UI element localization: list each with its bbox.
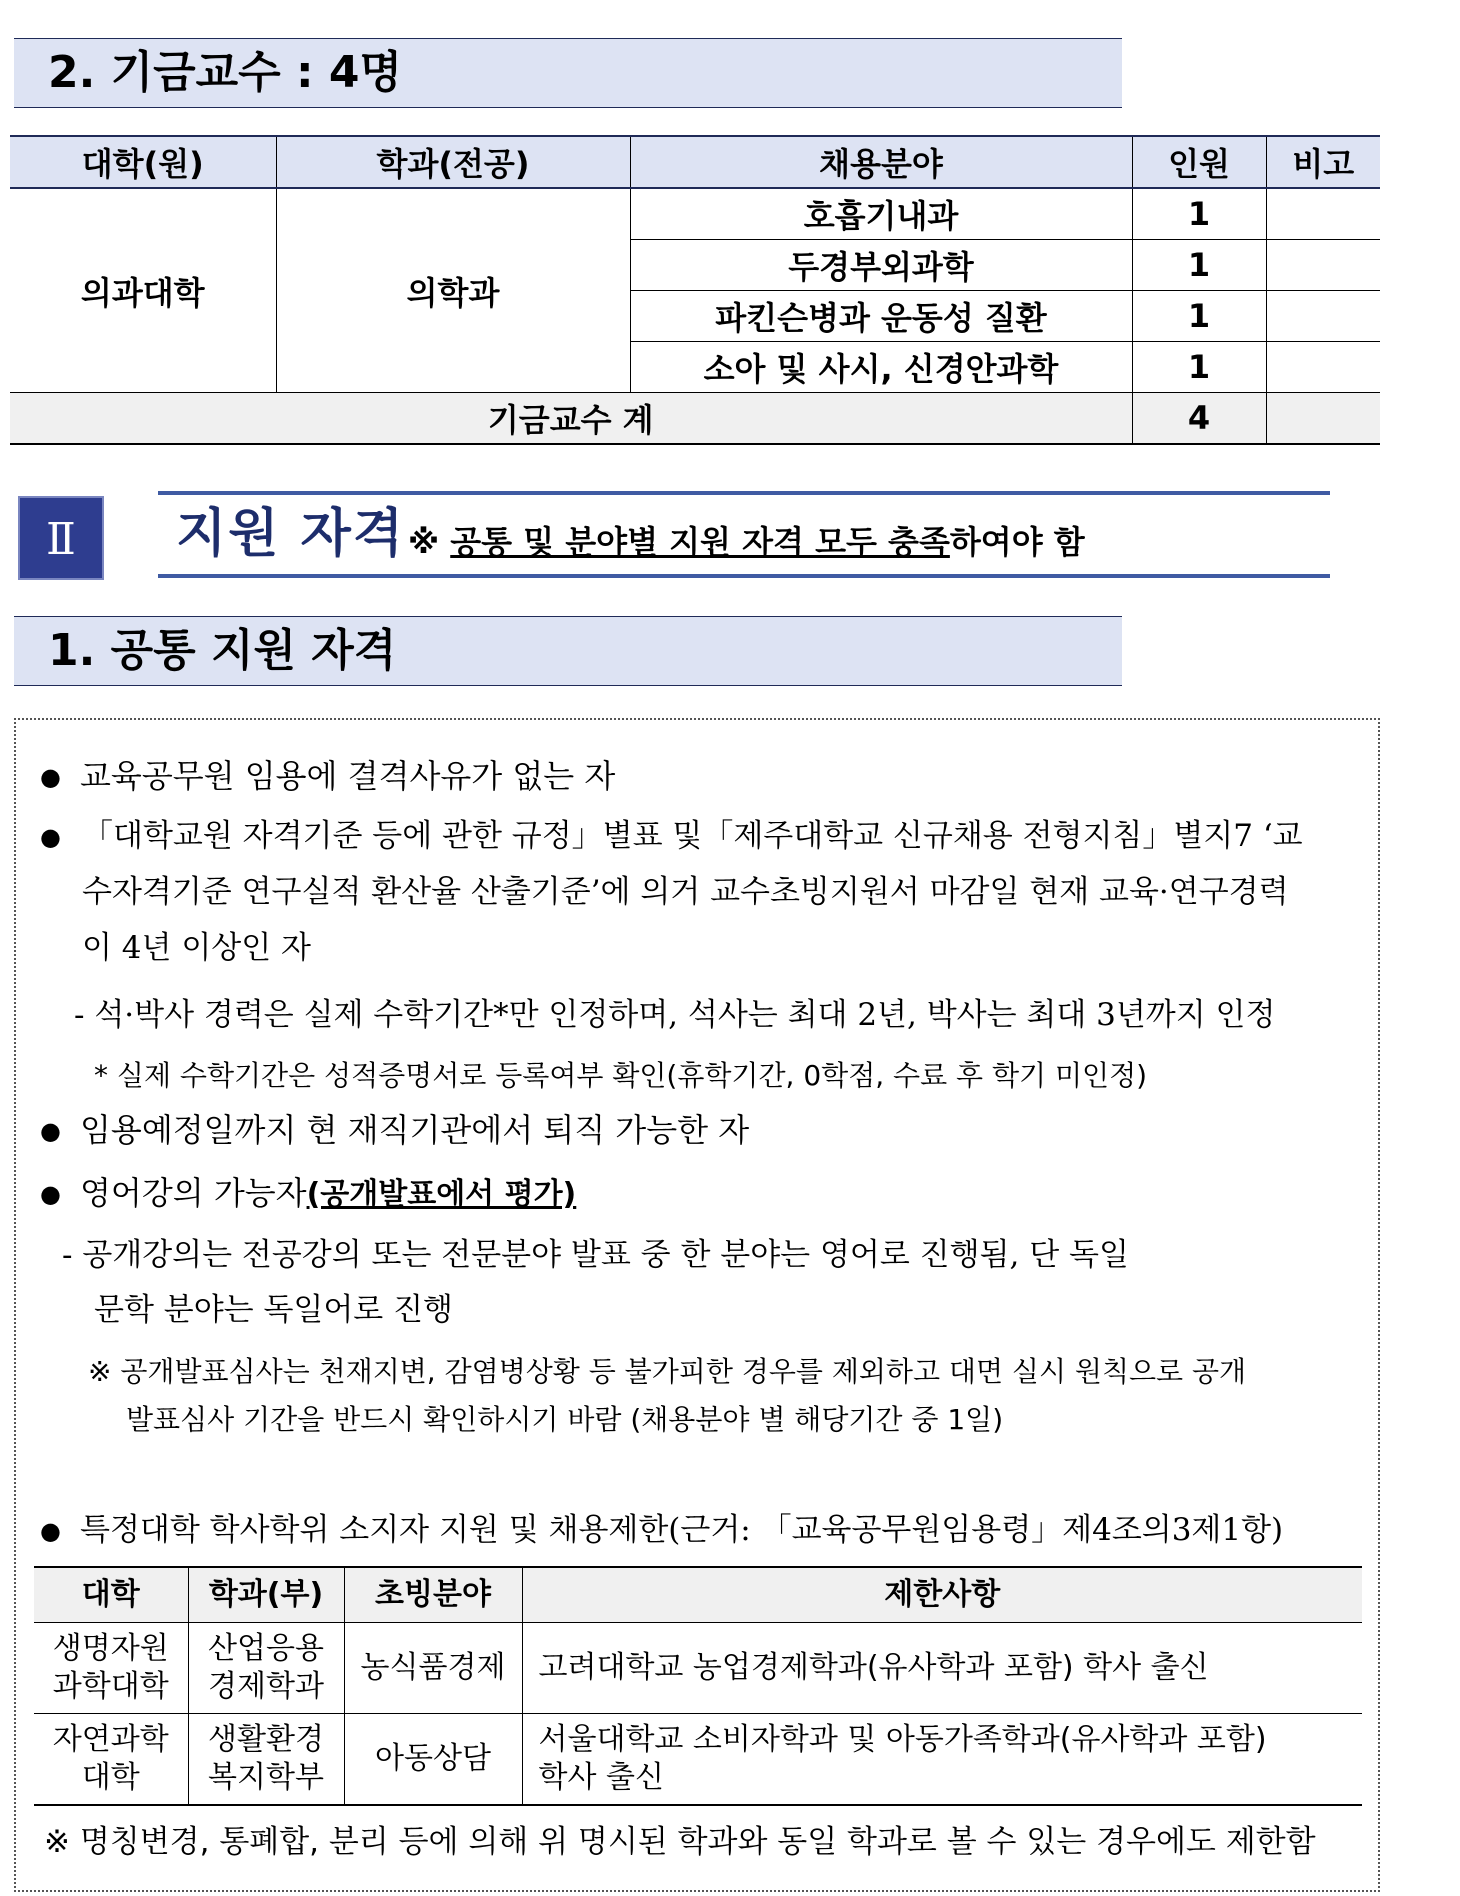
cell-line: 고려대학교 농업경제학과(유사학과 포함) 학사 출신 bbox=[538, 1650, 1209, 1685]
qualification-sub-item: - 석·박사 경력은 실제 수학기간*만 인정하며, 석사는 최대 2년, 박사는 최대 3년까지 인정 bbox=[74, 997, 1276, 1033]
college-cell bbox=[34, 1714, 188, 1806]
section-bottom-rule bbox=[158, 574, 1330, 578]
remarks-cell bbox=[1266, 342, 1380, 393]
cell-line: 경제학과 bbox=[208, 1669, 324, 1704]
total-remarks bbox=[1266, 393, 1380, 445]
qualification-note: * 실제 수학기간은 성적증명서로 등록여부 확인(휴학기간, 0학점, 수료 후 학기 미인정) bbox=[94, 1059, 1148, 1092]
restriction-cell bbox=[522, 1714, 1362, 1806]
field-cell: 농식품경제 bbox=[344, 1623, 522, 1714]
total-row bbox=[10, 393, 1380, 445]
header-department: 학과(부) bbox=[188, 1567, 344, 1623]
header-field: 초빙분야 bbox=[344, 1567, 522, 1623]
field-cell: 아동상담 bbox=[344, 1714, 522, 1806]
bullet-icon: ● bbox=[40, 1117, 61, 1145]
section-header-common-qualifications bbox=[14, 616, 1122, 686]
restriction-cell bbox=[522, 1623, 1362, 1714]
cell-line: 대학 bbox=[81, 1760, 140, 1795]
bullet-icon: ● bbox=[40, 763, 61, 791]
count-cell: 1 bbox=[1132, 291, 1266, 342]
item-underlined-text: (공개발표에서 평가) bbox=[306, 1177, 577, 1212]
table-header-row bbox=[34, 1567, 1362, 1623]
section-title: 1. 공통 지원 자격 bbox=[48, 625, 397, 676]
department-cell bbox=[188, 1623, 344, 1714]
field-cell: 호흡기내과 bbox=[630, 188, 1132, 240]
field-cell: 파킨슨병과 운동성 질환 bbox=[630, 291, 1132, 342]
qualification-note: 발표심사 기간을 반드시 확인하시기 바람 (채용분야 별 해당기간 중 1일) bbox=[126, 1403, 1004, 1436]
total-count: 4 bbox=[1132, 393, 1266, 445]
final-note: ※ 명칭변경, 통폐합, 분리 등에 의해 위 명시된 학과와 동일 학과로 볼 수 있는 경우에도 제한함 bbox=[44, 1824, 1316, 1860]
count-cell: 1 bbox=[1132, 342, 1266, 393]
count-cell: 1 bbox=[1132, 188, 1266, 240]
header-restriction: 제한사항 bbox=[522, 1567, 1362, 1623]
total-label: 기금교수 계 bbox=[10, 393, 1132, 445]
section-numeral-badge: Ⅱ bbox=[18, 496, 104, 580]
bullet-icon: ● bbox=[40, 1517, 61, 1545]
header-college: 대학 bbox=[34, 1567, 188, 1623]
qualification-sub-item: 문학 분야는 독일어로 진행 bbox=[94, 1292, 453, 1328]
table-header-row bbox=[10, 136, 1380, 188]
cell-line: 학사 출신 bbox=[538, 1760, 664, 1795]
college-cell bbox=[34, 1623, 188, 1714]
remarks-cell bbox=[1266, 291, 1380, 342]
field-cell: 두경부외과학 bbox=[630, 240, 1132, 291]
department-cell: 의학과 bbox=[276, 188, 630, 393]
item-text: 영어강의 가능자 bbox=[80, 1174, 307, 1212]
cell-line: 복지학부 bbox=[208, 1760, 324, 1795]
section-title: 2. 기금교수 : 4명 bbox=[48, 47, 403, 98]
cell-line: 자연과학 bbox=[52, 1722, 169, 1757]
header-department: 학과(전공) bbox=[276, 136, 630, 188]
qualification-item-line: 수자격기준 연구실적 환산율 산출기준’에 의거 교수초빙지원서 마감일 현재 교육·연구경력 bbox=[82, 874, 1289, 910]
qualification-item-line: 이 4년 이상인 자 bbox=[82, 930, 311, 966]
table-row bbox=[10, 188, 1380, 240]
qualification-item-line: 「대학교원 자격기준 등에 관한 규정」별표 및「제주대학교 신규채용 전형지침」별지7 ‘교 bbox=[82, 818, 1303, 854]
fund-professor-table bbox=[10, 135, 1380, 445]
cell-line: 서울대학교 소비자학과 및 아동가족학과(유사학과 포함) bbox=[538, 1722, 1267, 1757]
note-suffix: 하여야 함 bbox=[949, 523, 1085, 561]
section-title-qualifications: 지원 자격 bbox=[176, 504, 406, 564]
header-remarks: 비고 bbox=[1266, 136, 1380, 188]
remarks-cell bbox=[1266, 188, 1380, 240]
note-prefix: ※ bbox=[408, 523, 451, 561]
cell-line: 과학대학 bbox=[52, 1669, 169, 1704]
count-cell: 1 bbox=[1132, 240, 1266, 291]
remarks-cell bbox=[1266, 240, 1380, 291]
field-cell: 소아 및 사시, 신경안과학 bbox=[630, 342, 1132, 393]
qualification-item: 교육공무원 임용에 결격사유가 없는 자 bbox=[80, 757, 616, 795]
section-note bbox=[408, 520, 1085, 564]
note-underlined: 공통 및 분야별 지원 자격 모두 충족 bbox=[450, 523, 950, 561]
table-row bbox=[34, 1714, 1362, 1806]
cell-line: 생명자원 bbox=[52, 1631, 169, 1666]
restriction-table bbox=[34, 1566, 1362, 1806]
qualification-item bbox=[80, 1171, 576, 1217]
bullet-icon: ● bbox=[40, 1180, 61, 1208]
qualification-note: ※ 공개발표심사는 천재지변, 감염병상황 등 불가피한 경우를 제외하고 대면 실시 원칙으로 공개 bbox=[88, 1355, 1247, 1388]
qualification-sub-item: - 공개강의는 전공강의 또는 전문분야 발표 중 한 분야는 영어로 진행됨, 단 독일 bbox=[62, 1237, 1129, 1273]
header-count: 인원 bbox=[1132, 136, 1266, 188]
qualification-item: 임용예정일까지 현 재직기관에서 퇴직 가능한 자 bbox=[80, 1111, 750, 1149]
section-top-rule bbox=[158, 491, 1330, 495]
cell-line: 생활환경 bbox=[208, 1722, 324, 1757]
table-row bbox=[34, 1623, 1362, 1714]
college-cell: 의과대학 bbox=[10, 188, 276, 393]
header-college: 대학(원) bbox=[10, 136, 276, 188]
bullet-icon: ● bbox=[40, 823, 61, 851]
cell-line: 산업응용 bbox=[208, 1631, 324, 1666]
header-field: 채용분야 bbox=[630, 136, 1132, 188]
department-cell bbox=[188, 1714, 344, 1806]
section-header-fund-professor bbox=[14, 38, 1122, 108]
qualification-item: 특정대학 학사학위 소지자 지원 및 채용제한(근거: 「교육공무원임용령」제4조의3제1항) bbox=[80, 1512, 1284, 1548]
